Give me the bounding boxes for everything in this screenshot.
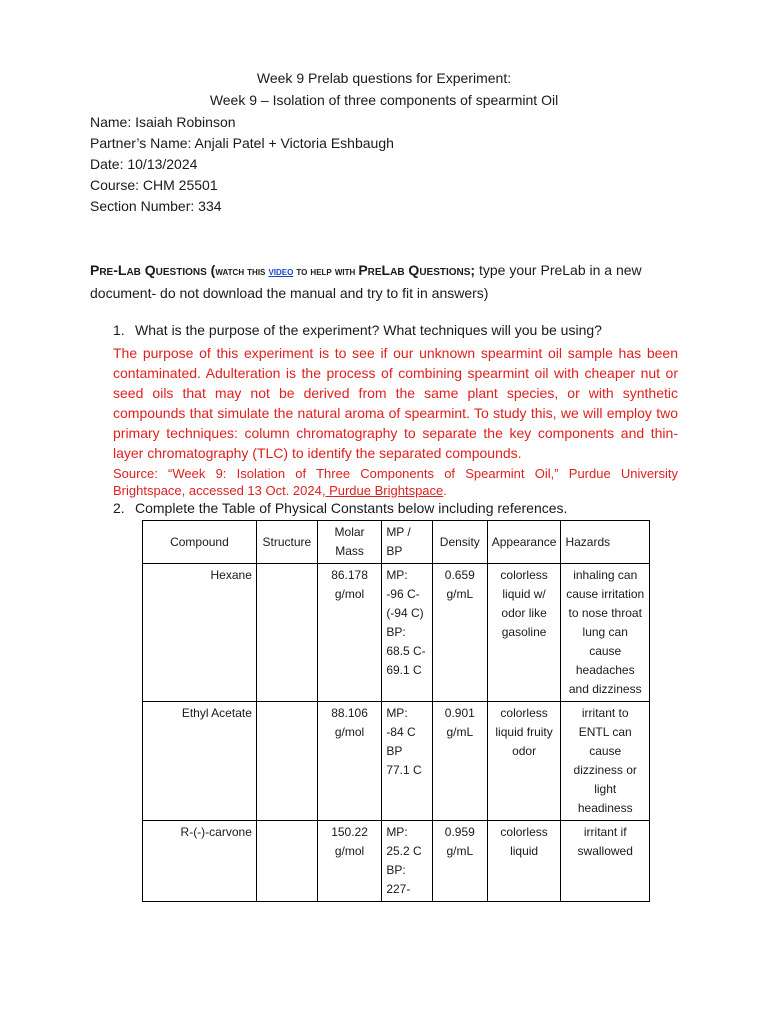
cell-molar-mass: 150.22 g/mol [317, 821, 382, 902]
video-link[interactable]: video [268, 266, 294, 278]
cell-density: 0.959 g/mL [432, 821, 487, 902]
partner-names: Partner’s Name: Anjali Patel + Victoria Eshbaugh [90, 135, 394, 151]
col-header-density: Density [432, 521, 487, 564]
prelab-instructions: Pre-Lab Questions (watch this video to help with PreLab Questions; type your PreLab in a new document- do not download the manual and try to fit in answers) [90, 262, 642, 301]
question-2: 2. Complete the Table of Physical Constants below including references. [113, 500, 568, 516]
answer-1: The purpose of this experiment is to see if our unknown spearmint oil sample has been contaminated. Adulteration is the process of combining spearmint oil with cheaper nut or seed oils that may not be derived from the same plant species, or with synthetic compounds that simulate the natural aroma of spearmint. To study this, we will employ two primary techniques: column chromatography to separate the key components and thin-layer chromatography (TLC) to identify the separated compounds. [113, 345, 678, 461]
col-header-compound: Compound [143, 521, 257, 564]
cell-appearance: colorless liquid fruity odor [487, 702, 561, 821]
cell-appearance: colorless liquid w/ odor like gasoline [487, 564, 561, 702]
cell-mp-bp: MP: 25.2 C BP: 227- [382, 821, 433, 902]
table-row [143, 564, 650, 702]
cell-mp-bp: MP: -96 C-(-94 C) BP: 68.5 C-69.1 C [382, 564, 433, 702]
cell-molar-mass: 88.106 g/mol [317, 702, 382, 821]
table-row [143, 702, 650, 821]
col-header-appearance: Appearance [487, 521, 561, 564]
cell-density: 0.901 g/mL [432, 702, 487, 821]
cell-structure [256, 821, 317, 902]
cell-structure [256, 564, 317, 702]
cell-hazards: irritant to ENTL can cause dizziness or light headiness [561, 702, 650, 821]
cell-mp-bp: MP: -84 C BP 77.1 C [382, 702, 433, 821]
cell-compound: R-(-)-carvone [143, 821, 257, 902]
cell-appearance: colorless liquid [487, 821, 561, 902]
col-header-hazards: Hazards [561, 521, 650, 564]
question-1: 1. What is the purpose of the experiment? What techniques will you be using? [113, 322, 602, 338]
prelab-heading: Pre-Lab Questions [90, 262, 207, 278]
cell-compound: Hexane [143, 564, 257, 702]
col-header-structure: Structure [256, 521, 317, 564]
cell-density: 0.659 g/mL [432, 564, 487, 702]
student-name: Name: Isaiah Robinson [90, 114, 236, 130]
cell-hazards: inhaling can cause irritation to nose throat lung can cause headaches and dizziness [561, 564, 650, 702]
doc-title-line2: Week 9 – Isolation of three components of spearmint Oil [209, 92, 559, 108]
cell-hazards: irritant if swallowed [561, 821, 650, 902]
cell-structure [256, 702, 317, 821]
cell-compound: Ethyl Acetate [143, 702, 257, 821]
physical-constants-table [142, 520, 650, 902]
section-number: Section Number: 334 [90, 198, 222, 214]
date: Date: 10/13/2024 [90, 156, 198, 172]
col-header-mp-bp: MP / BP [382, 521, 433, 564]
col-header-molar-mass: Molar Mass [317, 521, 382, 564]
cell-molar-mass: 86.178 g/mol [317, 564, 382, 702]
doc-title-line1: Week 9 Prelab questions for Experiment: [256, 70, 512, 86]
answer-1-source: Source: “Week 9: Isolation of Three Components of Spearmint Oil,” Purdue University Brightspace, accessed 13 Oct. 2024, Purdue Brightspace. [113, 466, 678, 498]
table-header-row [143, 521, 650, 564]
source-link[interactable]: Purdue Brightspace [325, 483, 444, 498]
table-row [143, 821, 650, 902]
course: Course: CHM 25501 [90, 177, 218, 193]
